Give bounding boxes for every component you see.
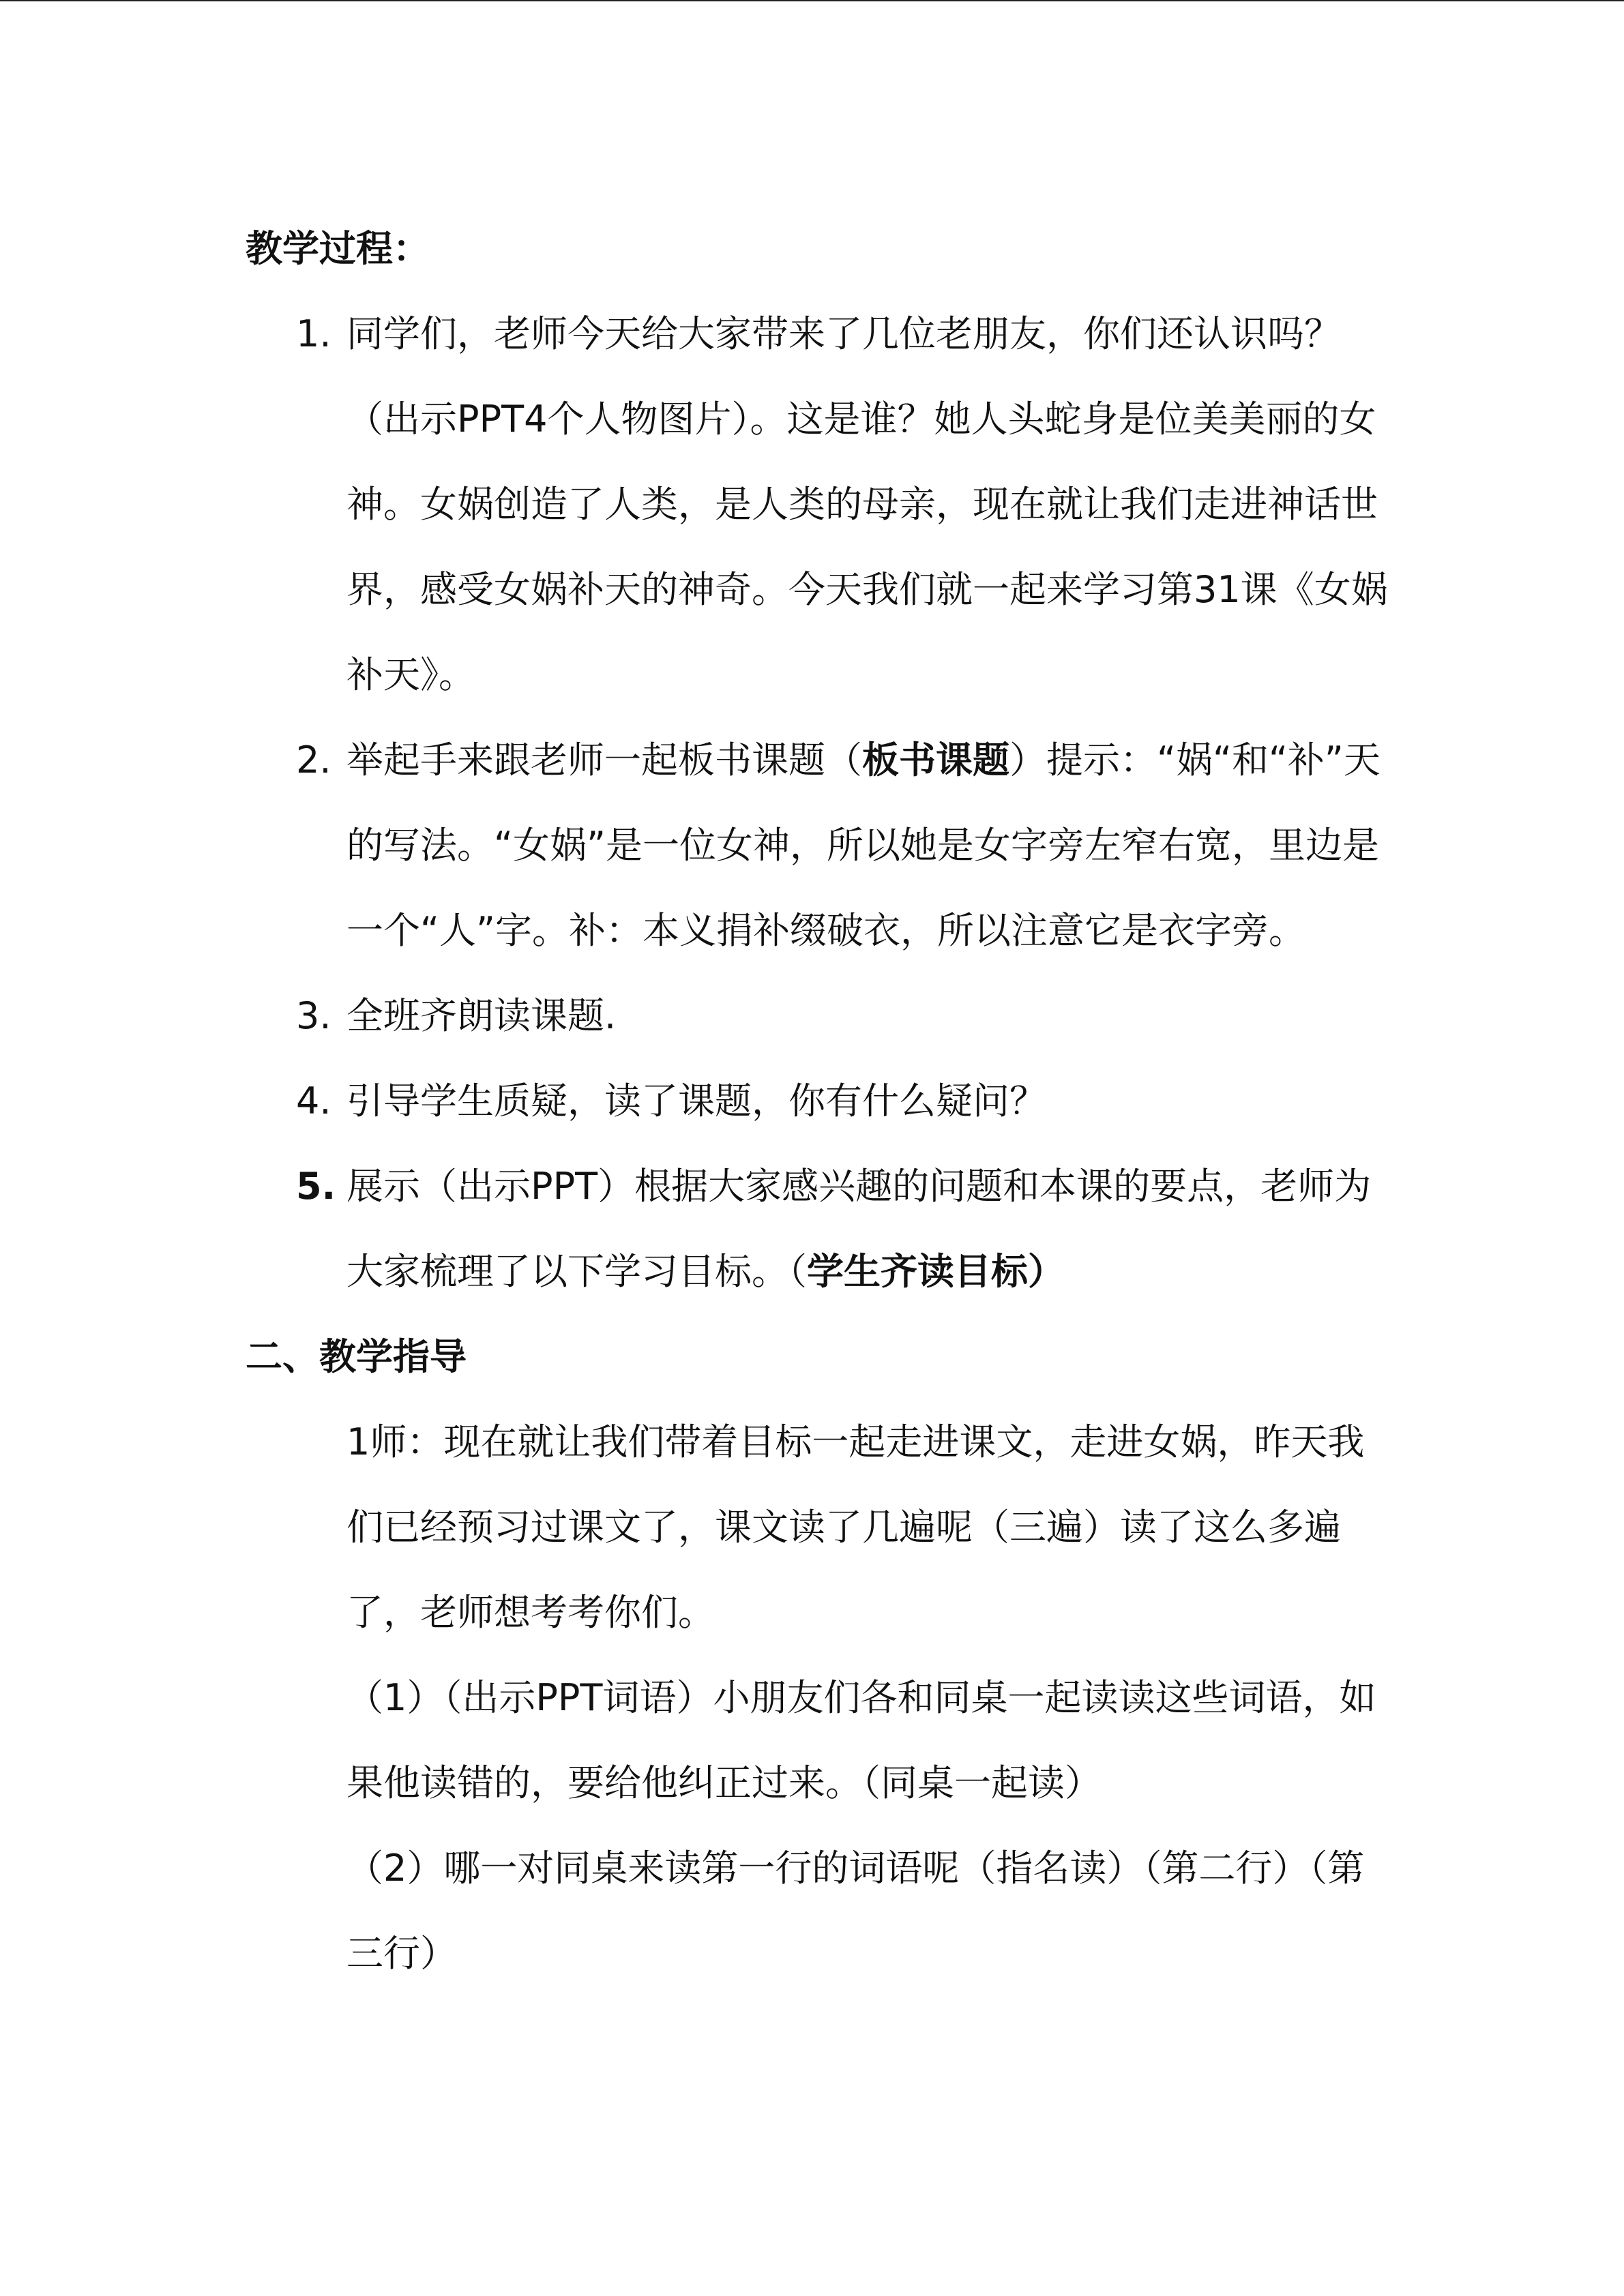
guidance-paragraph: 1师：现在就让我们带着目标一起走进课文，走进女娲，昨天我们已经预习过课文了，课文读了几遍呢（三遍）读了这么多遍了，老师想考考你们。 <box>346 1420 1365 1634</box>
list-item <box>246 973 1391 1058</box>
list-item-text-part: 举起手来跟老师一起板书课题（ <box>346 739 862 781</box>
section-heading-teaching-guidance: 二、教学指导 <box>246 1335 467 1378</box>
list-item-text-part: 展示（出示PPT）根据大家感兴趣的问题和本课的要点，老师为大家梳理了以下学习目标。（ <box>346 1165 1372 1293</box>
list-item-bold-text: 学生齐读目标） <box>807 1250 1065 1293</box>
teaching-process-list <box>246 291 1391 1314</box>
list-item-text: 全班齐朗读课题. <box>346 994 617 1037</box>
list-item <box>246 1144 1391 1314</box>
list-item <box>246 1058 1391 1144</box>
list-item-text: 引导学生质疑，读了课题，你有什么疑问？ <box>346 1079 1046 1122</box>
list-item-bold-text: 板书课题 <box>862 739 1009 781</box>
list-item <box>246 291 1391 717</box>
guidance-paragraph: （1）（出示PPT词语）小朋友们各和同桌一起读读这些词语，如果他读错的，要给他纠正过来。（同桌一起读） <box>346 1676 1376 1804</box>
list-marker: 1. <box>296 312 331 355</box>
guidance-paragraph: （2）哪一对同桌来读第一行的词语呢（指名读）（第二行）（第三行） <box>346 1847 1365 1975</box>
list-marker: 4. <box>296 1079 331 1122</box>
section-heading-teaching-process: 教学过程： <box>246 227 430 270</box>
list-item-text: 同学们，老师今天给大家带来了几位老朋友，你们还认识吗？（出示PPT4个人物图片）。这是谁？她人头蛇身是位美美丽的女神。女娲创造了人类，是人类的母亲，现在就让我们走进神话世界，感受女娲补天的神奇。今天我们就一起来学习第31课《女娲补天》。 <box>346 312 1388 696</box>
list-item-text-part: ）提示：“娲“和“补”天的写法。“女娲”是一位女神，所以她是女字旁左窄右宽，里边是一个“人”字。补：本义捐补缀破衣，所以注意它是衣字旁。 <box>346 739 1381 952</box>
list-marker: 3. <box>296 994 331 1037</box>
list-marker: 5. <box>296 1165 336 1208</box>
list-item <box>246 717 1391 973</box>
list-marker: 2. <box>296 739 331 781</box>
document-content <box>246 206 1391 1996</box>
